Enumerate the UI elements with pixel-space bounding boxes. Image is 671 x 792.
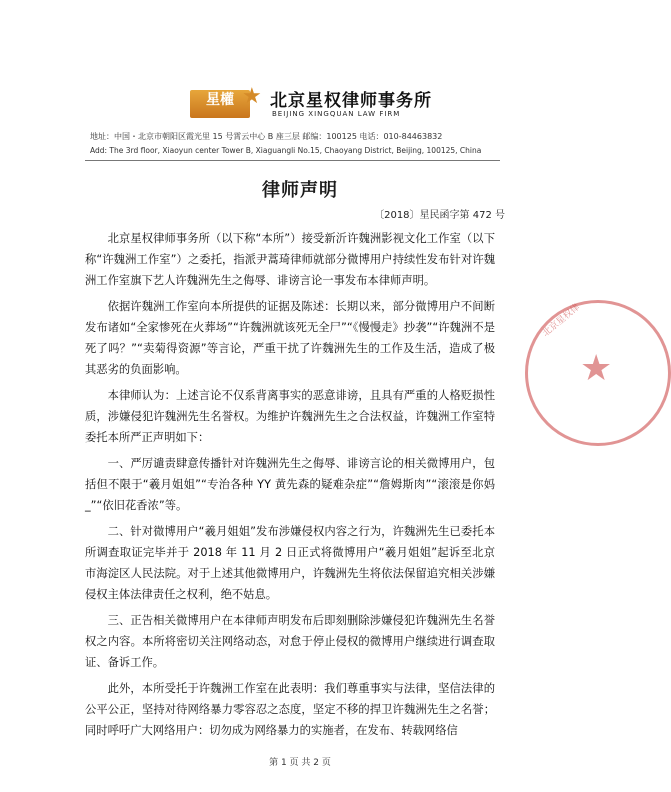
- firm-name-cn: 北京星权律师事务所: [270, 91, 432, 111]
- official-seal: [525, 300, 671, 446]
- seal-text: 北京星权律: [541, 302, 582, 339]
- firm-name-en: BEIJING XINGQUAN LAW FIRM: [272, 110, 401, 118]
- header-divider: [85, 160, 500, 161]
- letterhead-logo: [190, 86, 430, 126]
- address-cn: 地址：中国・北京市朝阳区霞光里 15 号霄云中心 B 座三层 邮编：100125 电话：010-84463832: [90, 132, 443, 141]
- seal-star-icon: ★: [580, 348, 613, 389]
- paragraph: 一、严厉谴责肆意传播针对许魏洲先生之侮辱、诽谤言论的相关微博用户，包括但不限于“羲月姐姐”“专治各种 YY 黄先森的疑难杂症”“詹姆斯肉”“滚滚是你妈_”“依旧花香浓”等。: [85, 457, 495, 512]
- paragraph: 此外，本所受托于许魏洲工作室在此表明：我们尊重事实与法律，坚信法律的公平公正，坚持对待网络暴力零容忍之态度，坚定不移的捍卫许魏洲先生之名誉；同时呼吁广大网络用户：切勿成为网络暴力的实施者，在发布、转载网络信: [85, 682, 495, 737]
- logo-text: 星權: [206, 92, 234, 108]
- paragraph: 三、正告相关微博用户在本律师声明发布后即刻删除涉嫌侵犯许魏洲先生名誉权之内容。本所将密切关注网络动态，对怠于停止侵权的微博用户继续进行调查取证、备诉工作。: [85, 614, 495, 669]
- statement-body: [85, 228, 495, 746]
- star-icon: ★: [242, 84, 262, 109]
- paragraph: 本律师认为：上述言论不仅系背离事实的恶意诽谤，且具有严重的人格贬损性质，涉嫌侵犯许魏洲先生名誉权。为维护许魏洲先生之合法权益，许魏洲工作室特委托本所严正声明如下：: [85, 389, 495, 444]
- firm-logo-mark: [190, 90, 250, 125]
- paragraph: 二、针对微博用户“羲月姐姐”发布涉嫌侵权内容之行为，许魏洲先生已委托本所调查取证完毕并于 2018 年 11 月 2 日正式将微博用户“羲月姐姐”起诉至北京市海淀区人民法院。对于上述其他微博用户，许魏洲先生将依法保留追究相关涉嫌侵权主体法律责任之权利，绝不姑息。: [85, 525, 495, 601]
- document-title: 律师声明: [262, 180, 338, 201]
- logo-subtext: XQLF: [209, 118, 231, 125]
- paragraph: 依据许魏洲工作室向本所提供的证据及陈述：长期以来，部分微博用户不间断发布诸如“全家惨死在火葬场”“许魏洲就该死无全尸”“《慢慢走》抄袭”“许魏洲不是死了吗？”“卖菊得资源”等言论，严重干扰了许魏洲先生的工作及生活，造成了极其恶劣的负面影响。: [85, 300, 495, 376]
- address-en: Add: The 3rd floor, Xiaoyun center Tower B, Xiaguangli No.15, Chaoyang District, Beijing, 100125, China: [90, 146, 482, 155]
- paragraph: 北京星权律师事务所（以下称“本所”）接受新沂许魏洲影视文化工作室（以下称“许魏洲工作室”）之委托，指派尹蒿琦律师就部分微博用户持续性发布针对许魏洲工作室旗下艺人许魏洲先生之侮辱、诽谤言论一事发布本律师声明。: [85, 232, 495, 287]
- reference-number: 〔2018〕星民函字第 472 号: [374, 210, 505, 221]
- page-number: 第 1 页 共 2 页: [269, 758, 331, 768]
